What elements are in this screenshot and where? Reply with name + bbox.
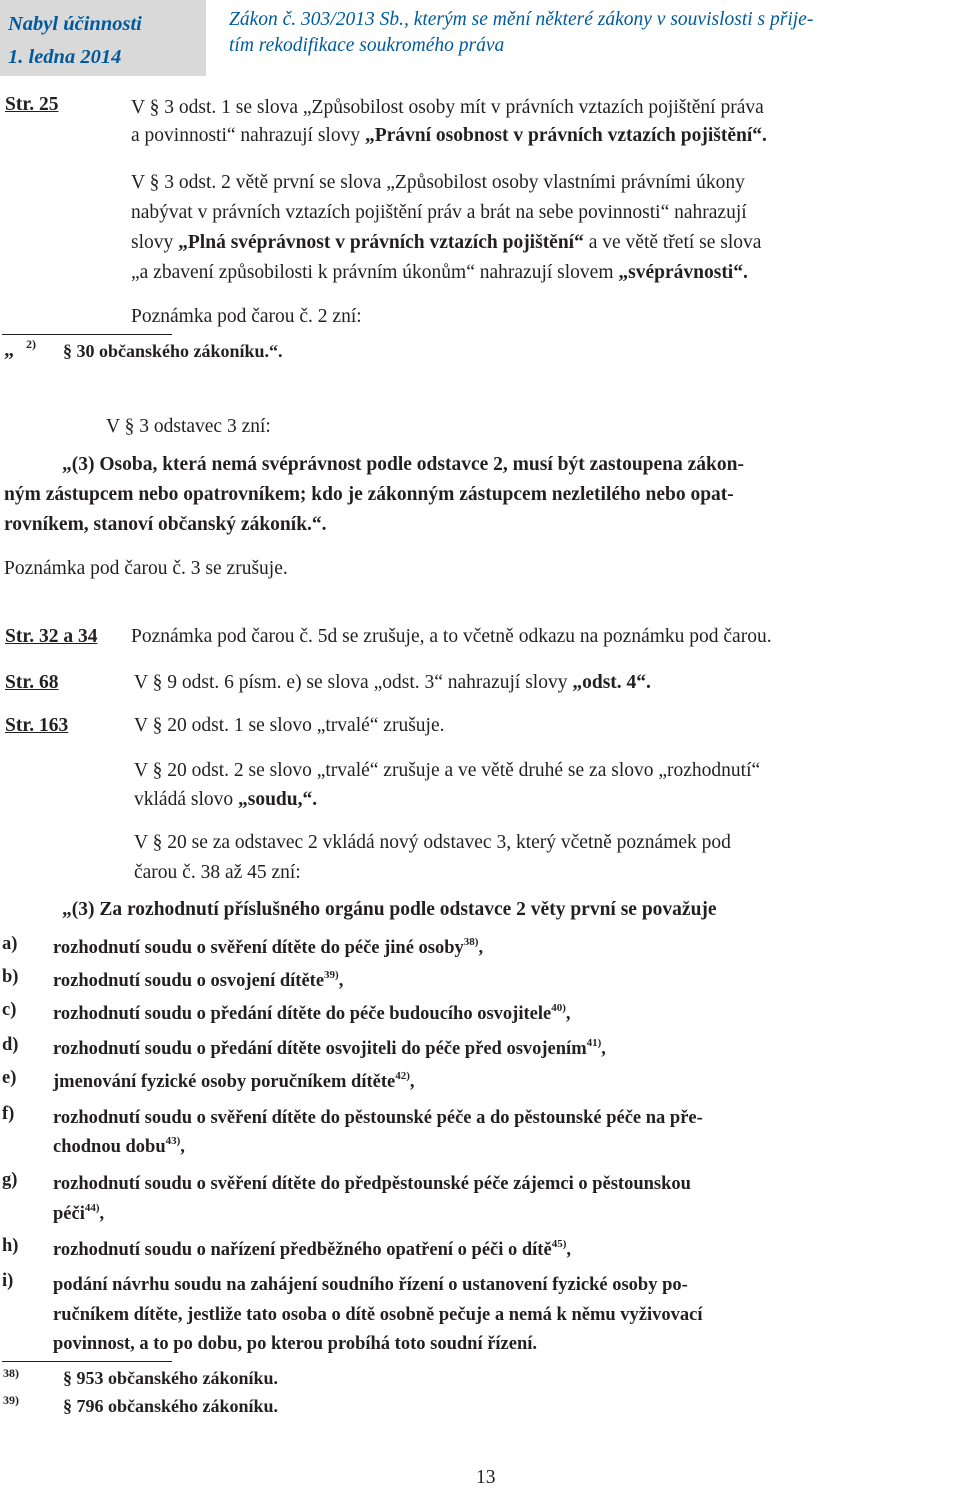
item-line: rozhodnutí soudu o svěření dítěte do péče jiné osoby: [53, 938, 464, 958]
effective-date-line1: Nabyl účinnosti: [8, 13, 142, 35]
footnote-rule: [2, 1361, 172, 1362]
footnote-text-39: § 796 občanského zákoníku.: [63, 1396, 279, 1416]
block25-p1-line2: [131, 123, 767, 149]
item-text: [53, 1104, 703, 1132]
odst3-quote-line2: ným zástupcem nebo opatrovníkem; kdo je zákonným zástupcem nezletilého nebo opat-: [4, 484, 734, 505]
header-title: [229, 7, 813, 59]
item-label: d): [2, 1035, 19, 1055]
page-ref-32[interactable]: Str. 32 a 34: [5, 626, 98, 647]
item-footnote-ref[interactable]: 43): [165, 1134, 181, 1147]
page-ref-163[interactable]: Str. 163: [5, 715, 69, 736]
block25-p2-line4: [131, 260, 748, 286]
item-tail: ,: [409, 1072, 415, 1092]
bold-span: „odst. 4“.: [572, 672, 651, 693]
item-label: g): [2, 1170, 18, 1190]
block163-p2-line2: [134, 787, 317, 813]
block25-p1-line1: V § 3 odst. 1 se slova „Způsobilost osoby mít v právních vztazích pojištění práva: [131, 97, 764, 118]
header-title-line2: tím rekodifikace soukromého práva: [229, 35, 505, 56]
item-text: [53, 1000, 571, 1028]
item-line: chodnou dobu: [53, 1137, 166, 1157]
page-number: 13: [476, 1467, 496, 1488]
item-label: a): [2, 934, 18, 954]
text-span: slovy: [131, 232, 179, 253]
item-text: [53, 967, 343, 995]
footnote-text-38: § 953 občanského zákoníku.: [63, 1368, 279, 1388]
item-footnote-ref[interactable]: 44): [84, 1201, 100, 1214]
item-line: péči: [53, 1204, 85, 1224]
block25-p2-line2: nabývat v právních vztazích pojištění práv a brát na sebe povinnosti“ nahrazují: [131, 202, 747, 223]
item-text: [53, 934, 483, 962]
text-span: „a zbavení způsobilosti k právním úkonům“ nahrazují slovem: [131, 262, 619, 283]
block163-p2-line1: V § 20 odst. 2 se slovo „trvalé“ zrušuje a ve větě druhé se za slovo „rozhodnutí“: [134, 760, 761, 781]
effective-date-line2: 1. ledna 2014: [8, 46, 122, 68]
header-date-box: [0, 0, 206, 76]
item-line: povinnost, a to po dobu, po kterou probíhá toto soudní řízení.: [53, 1334, 538, 1354]
item-text: [53, 1170, 691, 1198]
odst3-note: Poznámka pod čarou č. 3 se zrušuje.: [4, 558, 288, 579]
item-line: jmenování fyzické osoby poručníkem dítěte: [53, 1072, 396, 1092]
item-text: [53, 1271, 688, 1299]
item-footnote-ref[interactable]: 39): [324, 968, 339, 981]
odst3-intro: V § 3 odstavec 3 zní:: [106, 416, 271, 437]
item-label: h): [2, 1236, 19, 1256]
block32-text: Poznámka pod čarou č. 5d se zrušuje, a to včetně odkazu na poznámku pod čarou.: [131, 626, 772, 647]
item-line: rozhodnutí soudu o svěření dítěte do předpěstounské péče zájemci o pěstounskou: [53, 1174, 691, 1194]
bold-span: „Plná svéprávnost v právních vztazích pojištění“: [178, 232, 584, 253]
text-span: a ve větě třetí se slova: [583, 232, 762, 253]
text-span: vkládá slovo: [134, 789, 238, 810]
bold-span: „soudu,“.: [237, 789, 318, 810]
block25-p2-line3: [131, 230, 761, 256]
footnote-rule: [2, 334, 172, 335]
bold-span: „Právní osobnost v právních vztazích pojištění“.: [364, 125, 767, 146]
block163-p1: V § 20 odst. 1 se slovo „trvalé“ zrušuje.: [134, 715, 445, 736]
item-label: f): [2, 1104, 15, 1124]
footnote-open-quote: „: [4, 339, 14, 361]
odst3-quote-line3: rovníkem, stanoví občanský zákoník.“.: [4, 514, 327, 535]
item-text-cont: [53, 1133, 185, 1161]
item-footnote-ref[interactable]: 40): [551, 1001, 566, 1014]
block25-p2-line1: V § 3 odst. 2 větě první se slova „Způsobilost osoby vlastními právními úkony: [131, 172, 745, 193]
item-tail: ,: [180, 1137, 185, 1157]
bold-span: „svéprávnosti“.: [618, 262, 748, 283]
page-ref-68[interactable]: Str. 68: [5, 672, 59, 693]
item-text-cont: [53, 1330, 537, 1358]
item-line: podání návrhu soudu na zahájení soudního řízení o ustanovení fyzické osoby po-: [53, 1275, 688, 1295]
item-text: [53, 1068, 415, 1096]
footnote-number-39: 39): [3, 1393, 19, 1407]
item-text: [53, 1035, 606, 1063]
block163-p3-line2: čarou č. 38 až 45 zní:: [134, 862, 301, 883]
footnote-number-2: 2): [26, 337, 36, 351]
text-span: a povinnosti“ nahrazují slovy: [131, 125, 365, 146]
item-line: rozhodnutí soudu o předání dítěte osvojiteli do péče před osvojením: [53, 1039, 587, 1059]
item-line: ručníkem dítěte, jestliže tato osoba o dítě osobně pečuje a nemá k němu vyživovací: [53, 1305, 703, 1325]
block163-quote-intro: „(3) Za rozhodnutí příslušného orgánu podle odstavce 2 věty první se považuje: [62, 899, 717, 920]
item-tail: ,: [566, 1240, 571, 1260]
item-tail: ,: [478, 938, 484, 958]
item-footnote-ref[interactable]: 45): [551, 1237, 567, 1250]
item-tail: ,: [338, 971, 344, 991]
item-tail: ,: [601, 1039, 606, 1059]
page-ref-25[interactable]: Str. 25: [5, 94, 59, 115]
item-footnote-ref[interactable]: 42): [395, 1069, 410, 1082]
footnote-text-2: § 30 občanského zákoníku.“.: [63, 341, 283, 361]
item-line: rozhodnutí soudu o osvojení dítěte: [53, 971, 325, 991]
item-label: c): [2, 1000, 17, 1020]
header-title-line1: Zákon č. 303/2013 Sb., kterým se mění některé zákony v souvislosti s přije-: [229, 9, 814, 30]
item-label: e): [2, 1068, 17, 1088]
item-line: rozhodnutí soudu o nařízení předběžného opatření o péči o dítě: [53, 1240, 552, 1260]
footnote-number-38: 38): [3, 1366, 19, 1380]
block163-p3-line1: V § 20 se za odstavec 2 vkládá nový odstavec 3, který včetně poznámek pod: [134, 832, 731, 853]
item-tail: ,: [99, 1204, 105, 1224]
item-text: [53, 1236, 571, 1264]
block25-footnote-note: Poznámka pod čarou č. 2 zní:: [131, 306, 362, 327]
effective-date: [8, 8, 142, 74]
odst3-quote-line1: „(3) Osoba, která nemá svéprávnost podle odstavce 2, musí být zastoupena zákon-: [62, 454, 744, 475]
text-span: V § 9 odst. 6 písm. e) se slova „odst. 3“ nahrazují slovy: [134, 672, 573, 693]
item-label: i): [2, 1271, 14, 1291]
item-footnote-ref[interactable]: 38): [463, 935, 479, 948]
item-text-cont: [53, 1301, 702, 1329]
item-line: rozhodnutí soudu o svěření dítěte do pěstounské péče a do pěstounské péče na pře-: [53, 1108, 703, 1128]
item-label: b): [2, 967, 19, 987]
block68-text: [134, 670, 651, 696]
item-line: rozhodnutí soudu o předání dítěte do péče budoucího osvojitele: [53, 1004, 552, 1024]
item-tail: ,: [565, 1004, 571, 1024]
item-footnote-ref[interactable]: 41): [586, 1036, 602, 1049]
item-text-cont: [53, 1200, 104, 1228]
